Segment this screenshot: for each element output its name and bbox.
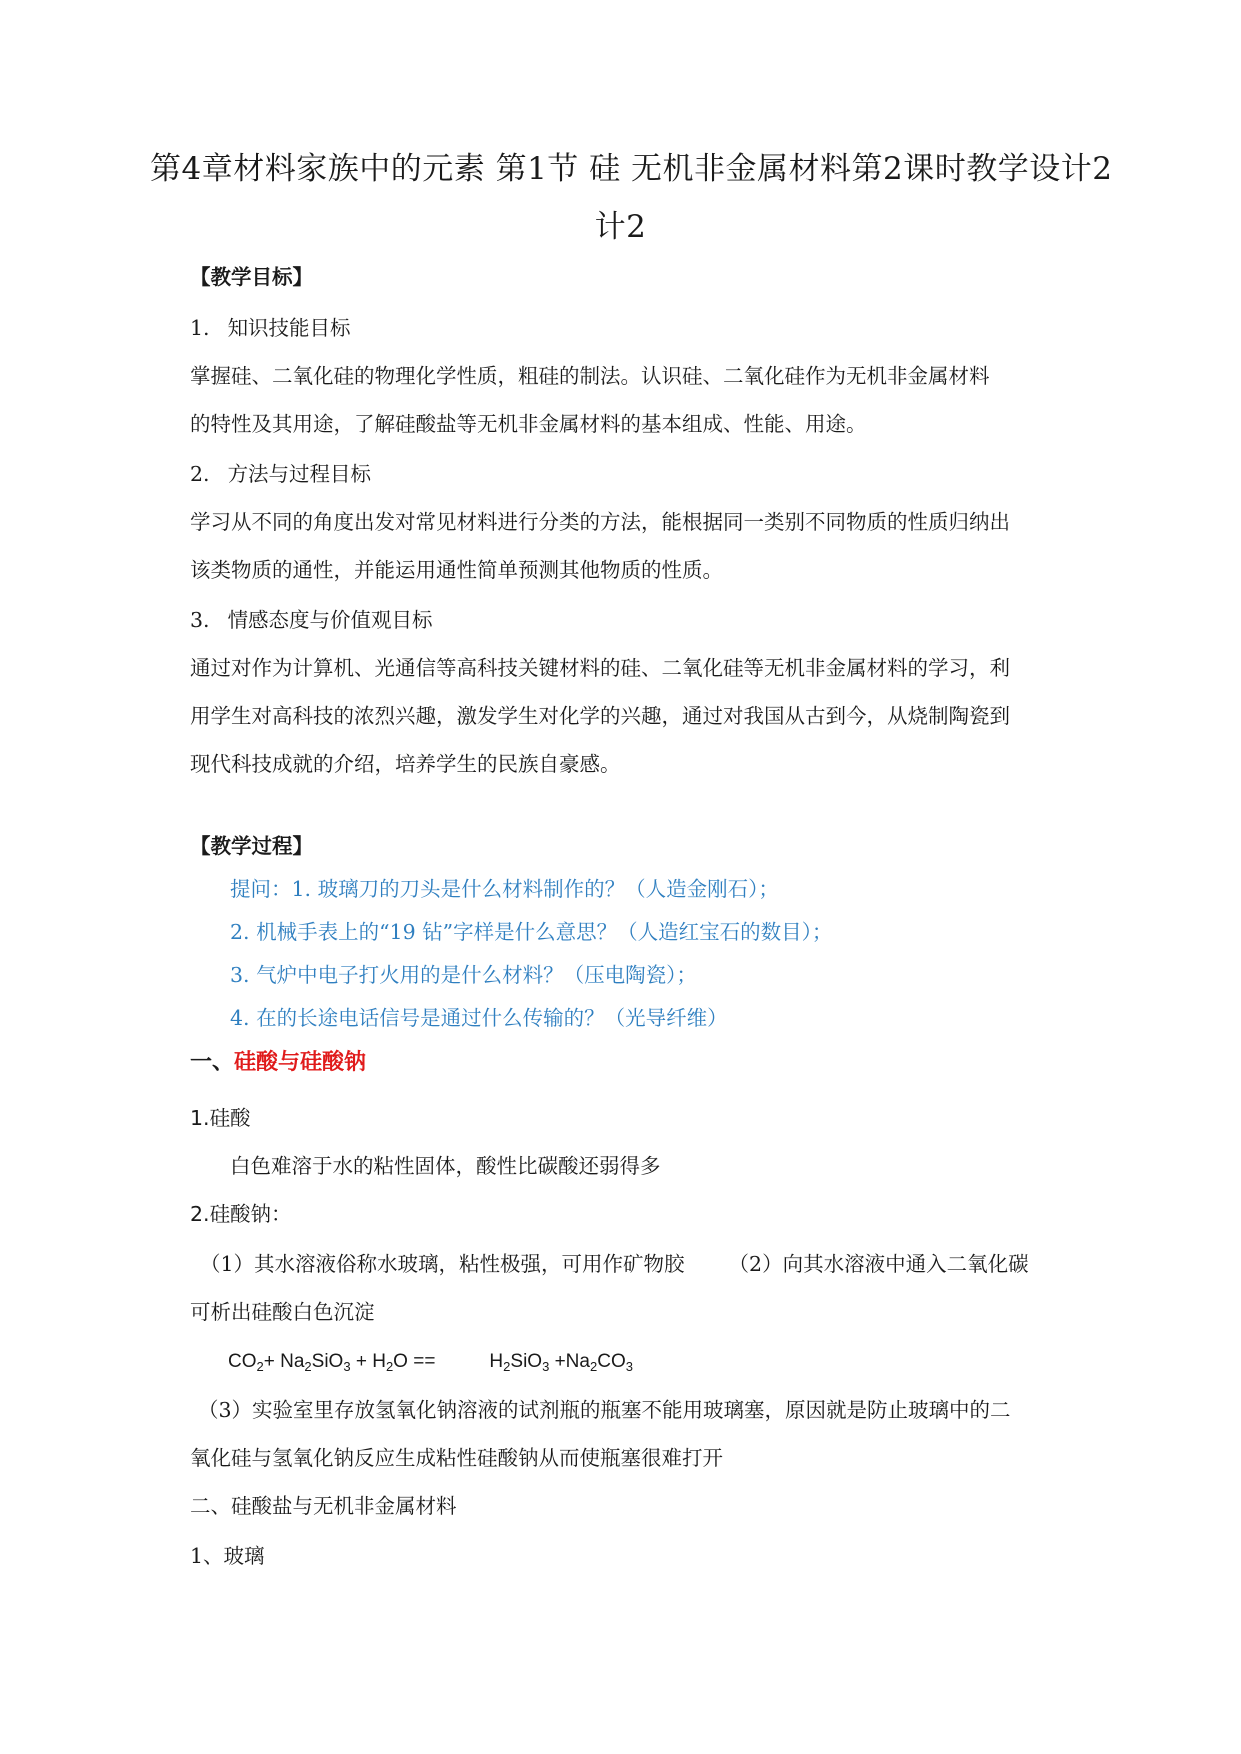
objective-1-text-line1: 掌握硅、二氧化硅的物理化学性质，粗硅的制法。认识硅、二氧化硅作为无机非金属材料 [190, 364, 990, 388]
section-1-sub1-heading [190, 1106, 251, 1130]
chemical-equation: $CO_2+ Na_2SiO_3 + H_2O == H_2SiO_3 +Na_2CO_3$ [228, 1351, 633, 1374]
process-heading: 【教学过程】 [190, 834, 313, 858]
section-1-sub1-number: 1. [190, 1106, 210, 1130]
point-1-text: 其水溶液俗称水玻璃，粘性极强，可用作矿物胶 [254, 1252, 685, 1276]
section-1-sub2-number: 2. [190, 1202, 210, 1226]
section-1-sub1-title: 硅酸 [209, 1106, 251, 1130]
section-1-title: 硅酸与硅酸钠 [234, 1049, 367, 1075]
objective-2-text-line2: 该类物质的通性，并能运用通性简单预测其他物质的性质。 [190, 558, 723, 582]
section-1-heading [190, 1050, 366, 1074]
objective-1-label: 知识技能目标 [227, 316, 351, 340]
objective-2-text-line1: 学习从不同的角度出发对常见材料进行分类的方法，能根据同一类别不同物质的性质归纳出 [190, 510, 1010, 534]
section-1-sub1-text: 白色难溶于水的粘性固体，酸性比碳酸还弱得多 [230, 1154, 661, 1178]
objective-2-number: 2. [190, 462, 210, 486]
objective-1-text-line2: 的特性及其用途，了解硅酸盐等无机非金属材料的基本组成、性能、用途。 [190, 412, 867, 436]
objective-3-number: 3. [190, 608, 210, 632]
point-1-number: （1） [200, 1252, 255, 1276]
point-3-number: （3） [198, 1398, 253, 1422]
objective-3-heading [190, 608, 433, 632]
objectives-heading: 【教学目标】 [190, 265, 313, 289]
section-2-sub1-heading: 1、玻璃 [190, 1544, 265, 1568]
section-2-heading: 二、硅酸盐与无机非金属材料 [190, 1494, 457, 1518]
section-1-sub2-title: 硅酸钠： [209, 1202, 292, 1226]
section-1-sub2-heading [190, 1202, 292, 1226]
question-1: 提问：1. 玻璃刀的刀头是什么材料制作的？（人造金刚石）； [230, 877, 779, 901]
objective-2-heading [190, 462, 371, 486]
section-1-prefix: 一、 [190, 1049, 235, 1075]
point-3-line1 [198, 1398, 1011, 1422]
document-title-line2: 计2 [594, 209, 647, 245]
objective-3-text-line1: 通过对作为计算机、光通信等高科技关键材料的硅、二氧化硅等无机非金属材料的学习，利 [190, 656, 1010, 680]
objective-1-heading [190, 316, 351, 340]
question-2: 2. 机械手表上的“19 钻”字样是什么意思？（人造红宝石的数目）； [230, 920, 833, 944]
objective-2-label: 方法与过程目标 [227, 462, 372, 486]
point-2-text-continued: 可析出硅酸白色沉淀 [190, 1300, 375, 1324]
question-3: 3. 气炉中电子打火用的是什么材料？（压电陶瓷）； [230, 963, 697, 987]
document-title-line1: 第4章材料家族中的元素 第1节 硅 无机非金属材料第2课时教学设计2 [150, 151, 1113, 187]
question-4: 4. 在的长途电话信号是通过什么传输的？（光导纤维） [230, 1006, 728, 1030]
point-2-text: 向其水溶液中通入二氧化碳 [782, 1252, 1029, 1276]
objective-3-text-line2: 用学生对高科技的浓烈兴趣，激发学生对化学的兴趣，通过对我国从古到今，从烧制陶瓷到 [190, 704, 1010, 728]
point-2-number: （2） [728, 1252, 783, 1276]
point-3-line2: 氧化硅与氢氧化钠反应生成粘性硅酸钠从而使瓶塞很难打开 [190, 1446, 723, 1470]
objective-1-number: 1. [190, 316, 210, 340]
objective-3-label: 情感态度与价值观目标 [227, 608, 433, 632]
point-3-text: 实验室里存放氢氧化钠溶液的试剂瓶的瓶塞不能用玻璃塞，原因就是防止玻璃中的二 [252, 1398, 1011, 1422]
objective-3-text-line3: 现代科技成就的介绍，培养学生的民族自豪感。 [190, 752, 621, 776]
sodium-silicate-points-line1 [200, 1252, 1029, 1276]
